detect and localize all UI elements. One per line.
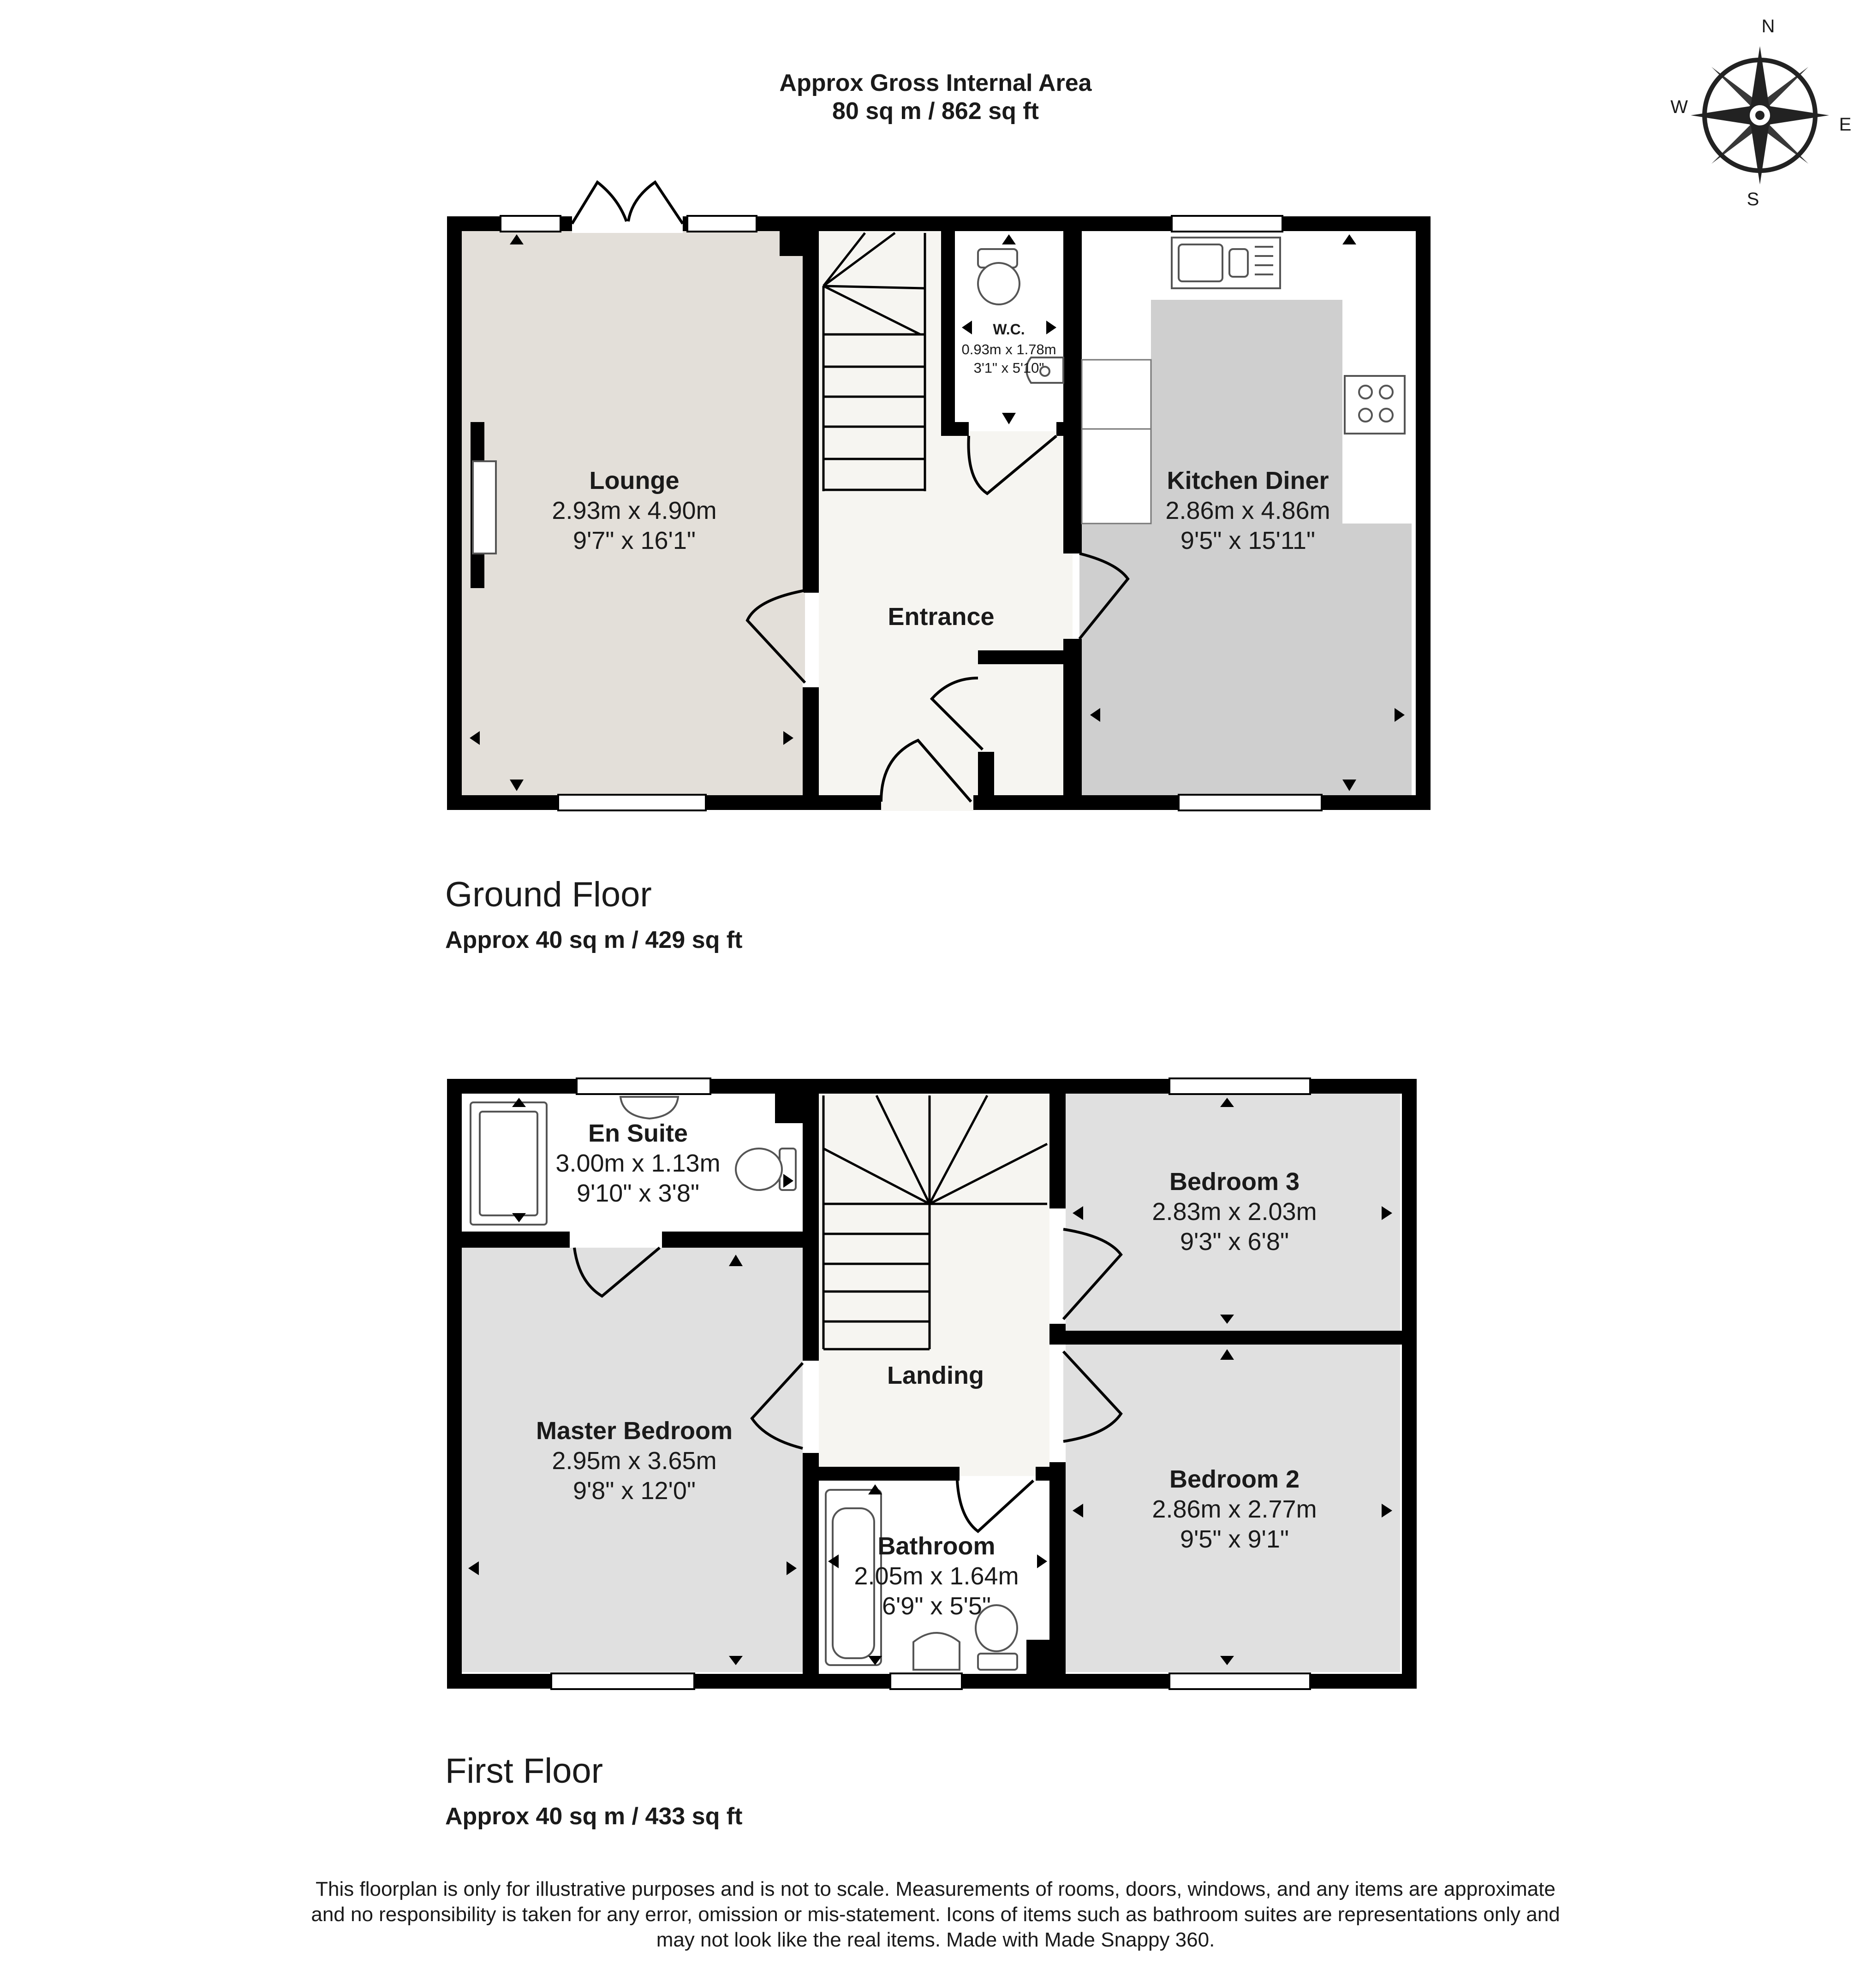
lounge-imperial: 9'7" x 16'1" [572, 527, 696, 554]
wc-metric: 0.93m x 1.78m [961, 341, 1056, 357]
compass-west: W [1670, 97, 1688, 117]
wall-wc-kitchen [1063, 224, 1082, 554]
bedroom3-name: Bedroom 3 [1169, 1168, 1300, 1196]
compass-north: N [1761, 16, 1775, 36]
master-name: Master Bedroom [536, 1417, 733, 1445]
wall-ensuite-master [454, 1232, 570, 1248]
entrance-name: Entrance [888, 603, 995, 631]
compass-east: E [1839, 114, 1852, 135]
bedroom2-metric: 2.86m x 2.77m [1152, 1495, 1317, 1523]
lounge-metric: 2.93m x 4.90m [552, 497, 717, 524]
master-metric: 2.95m x 3.65m [552, 1447, 717, 1475]
bathroom-basin-icon [913, 1633, 960, 1670]
kitchen-metric: 2.86m x 4.86m [1165, 497, 1330, 524]
window [558, 795, 706, 810]
wall-bed3-bed2 [1049, 1331, 1409, 1345]
kitchen-imperial: 9'5" x 15'11" [1180, 527, 1316, 554]
fireplace [473, 461, 496, 554]
toilet-icon [978, 249, 1019, 304]
first-floor-title: First Floor [445, 1751, 603, 1791]
wc-name: W.C. [993, 321, 1025, 338]
wall-landing-bedrooms [1049, 1086, 1066, 1208]
ensuite-metric: 3.00m x 1.13m [555, 1149, 721, 1177]
bedroom2-name: Bedroom 2 [1169, 1465, 1300, 1493]
ensuite-imperial: 9'10" x 3'8" [576, 1179, 700, 1207]
wall-bathroom [803, 1467, 960, 1481]
wall-master-landing [803, 1086, 819, 1361]
kitchen-name: Kitchen Diner [1167, 467, 1329, 494]
sink-icon [1172, 238, 1280, 288]
landing-name: Landing [887, 1362, 984, 1389]
ground-floor-title: Ground Floor [445, 875, 652, 914]
window [577, 1078, 710, 1094]
window [1169, 1673, 1310, 1689]
bathroom-metric: 2.05m x 1.64m [854, 1562, 1019, 1590]
window [1169, 1078, 1310, 1094]
disclaimer-line-1: This floorplan is only for illustrative purposes and is not to scale. Measurements of rooms, doors, windows, and any items are approximate [316, 1878, 1556, 1900]
window [1172, 216, 1282, 232]
ground-floor-area: Approx 40 sq m / 429 sq ft [445, 927, 743, 953]
hob-icon [1345, 376, 1405, 434]
kitchen-diner-floor [1082, 524, 1412, 798]
wall-cupboard [978, 650, 1070, 664]
window [890, 1673, 962, 1689]
bathroom-imperial: 6'9" x 5'5" [882, 1592, 991, 1620]
gross-area-title: Approx Gross Internal Area [779, 70, 1092, 96]
ensuite-name: En Suite [588, 1119, 688, 1147]
bedroom3-metric: 2.83m x 2.03m [1152, 1198, 1317, 1226]
lounge-name: Lounge [589, 467, 680, 494]
wall-stair-wc [941, 224, 955, 431]
shower-icon [471, 1102, 547, 1225]
wall-lounge-entrance [803, 224, 819, 593]
kitchen-units [1082, 360, 1151, 524]
gross-area-value: 80 sq m / 862 sq ft [832, 98, 1039, 125]
window [687, 216, 757, 232]
ground-floor-plan [454, 182, 1423, 811]
compass-rose [1670, 16, 1851, 209]
window [551, 1673, 694, 1689]
first-floor-area: Approx 40 sq m / 433 sq ft [445, 1803, 743, 1830]
compass-south: S [1747, 189, 1759, 209]
bathroom-name: Bathroom [877, 1532, 996, 1560]
window [501, 216, 560, 232]
window [1179, 795, 1322, 810]
disclaimer-line-2: and no responsibility is taken for any error, omission or mis-statement. Icons of items such as bathroom suites are representations only and [311, 1903, 1560, 1926]
first-floor-plan [454, 1078, 1409, 1689]
wc-imperial: 3'1" x 5'10" [973, 360, 1044, 376]
disclaimer-line-3: may not look like the real items. Made with Made Snappy 360. [656, 1928, 1215, 1951]
bedroom3-imperial: 9'3" x 6'8" [1180, 1228, 1289, 1256]
bedroom2-imperial: 9'5" x 9'1" [1180, 1525, 1289, 1553]
master-imperial: 9'8" x 12'0" [572, 1477, 696, 1505]
